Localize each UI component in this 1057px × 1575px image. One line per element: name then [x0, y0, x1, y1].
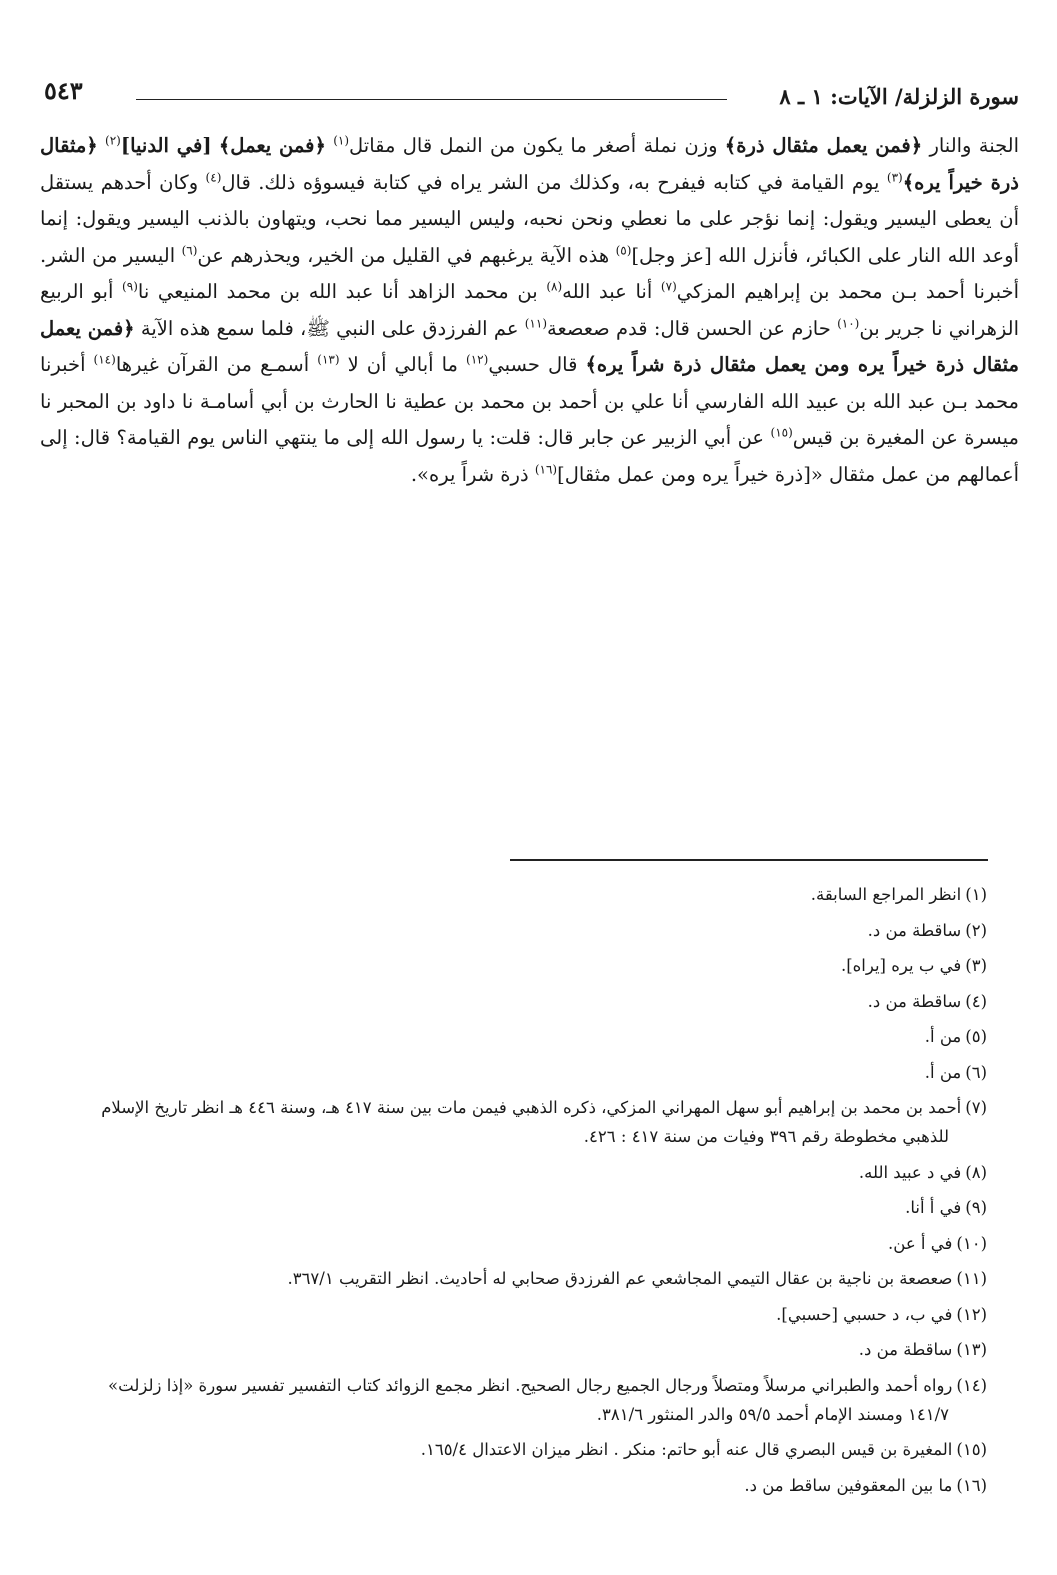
footnote: [28, 1193, 987, 1222]
footnote-text: في ب، د حسبي [حسبي].: [776, 1304, 953, 1324]
footnote-separator: [510, 859, 988, 861]
footnote-number: (٧): [965, 1098, 987, 1117]
footnote-number: (١٣): [956, 1340, 987, 1359]
footnote-text-continued: ١٤١/٧ ومسند الإمام أحمد ٥٩/٥ والدر المنثور ٣٨١/٦.: [596, 1404, 949, 1424]
footnote: [28, 1371, 987, 1429]
footnote: [28, 1335, 987, 1364]
footnote-text: في أ أنا.: [905, 1198, 962, 1217]
footnote-ref: (١٥): [770, 425, 793, 440]
footnote-text: من أ.: [924, 1027, 962, 1046]
footnote-number: (٣): [965, 956, 987, 975]
footnote-ref: (٨): [546, 279, 563, 294]
footnote: [28, 1158, 987, 1187]
footnote-text: في أ عن.: [888, 1233, 953, 1253]
footnote-ref: (٧): [660, 279, 677, 294]
page-number: ٥٤٣: [44, 76, 83, 105]
main-text: [40, 128, 1019, 493]
footnote-number: (١٠): [956, 1233, 987, 1253]
footnote-text: صعصعة بن ناجية بن عقال التيمي المجاشعي عم الفرزدق صحابي له أحاديث. انظر التقريب ٣٦٧/١.: [287, 1269, 953, 1288]
footnote-text-continued: للذهبي مخطوطة رقم ٣٩٦ وفيات من سنة ٤١٧ : ٤٢٦.: [583, 1127, 949, 1146]
footnote: [28, 880, 987, 909]
footnote-text: ساقطة من د.: [867, 920, 962, 940]
footnote: [28, 987, 987, 1016]
footnote-ref: (٩): [122, 279, 138, 294]
footnote-ref: (٣): [886, 170, 903, 184]
quran-quote: ﴿فمن يعمل﴾: [218, 134, 326, 157]
footnote-text: انظر المراجع السابقة.: [810, 885, 962, 904]
running-title: سورة الزلزلة/ الآيات: ١ ـ ٨: [779, 84, 1019, 109]
footnote-number: (٢): [965, 920, 987, 940]
footnote: [28, 1229, 987, 1258]
footnote-text: في د عبيد الله.: [858, 1162, 962, 1182]
footnote: [28, 1022, 987, 1051]
footnote-ref: (١٤): [93, 352, 116, 367]
quran-quote: ﴿مثقال ذرة خيراً يره﴾: [40, 134, 1019, 194]
quran-quote: ﴿فمن يعمل مثقال ذرة خيراً يره ومن يعمل مثقال ذرة شراً يره﴾: [40, 316, 1019, 376]
footnote-ref: (١٠): [837, 316, 860, 330]
footnote-number: (١٤): [956, 1375, 987, 1395]
footnote-number: (٤): [965, 991, 987, 1011]
footnote: [28, 1300, 987, 1329]
footnote-number: (١): [965, 885, 987, 904]
footnote: [28, 951, 987, 980]
footnote-ref: (٤): [205, 170, 222, 184]
footnote-number: (١٦): [956, 1475, 987, 1495]
footnote-number: (٩): [965, 1198, 987, 1217]
footnote-text: ساقطة من د.: [858, 1340, 953, 1359]
footnote-ref: (١٦): [534, 462, 558, 476]
footnote-ref: (٢): [105, 133, 121, 148]
footnote: [28, 1093, 987, 1151]
footnote-number: (١١): [956, 1269, 987, 1288]
footnote-text: ساقطة من د.: [867, 991, 962, 1011]
footnote-text: ما بين المعقوفين ساقط من د.: [744, 1475, 953, 1495]
footnote-number: (١٢): [956, 1304, 987, 1324]
footnote: [28, 1471, 987, 1500]
page-header: [38, 78, 1019, 110]
footnote-number: (٦): [965, 1062, 987, 1082]
footnote-ref: (١٣): [317, 352, 340, 367]
footnote-text: من أ.: [924, 1062, 962, 1082]
header-rule: [136, 99, 727, 100]
footnote-number: (٥): [965, 1027, 987, 1046]
footnote: [28, 1264, 987, 1293]
footnote-text: في ب يره [يراه].: [840, 956, 962, 975]
footnote-ref: (٦): [181, 243, 198, 257]
footnote-number: (١٥): [956, 1440, 987, 1459]
body-paragraph: الجنة والنار ﴿فمن يعمل مثقال ذرة﴾ وزن نملة أصغر ما يكون من النمل قال مقاتل$^{(١)}$ ﴿فمن يعمل﴾ [في الدنيا]$^{(٢)}$ ﴿مثقال ذرة خيراً يره﴾$^{(٣)}$ يوم القيامة في كتابه فيفرح به، وكذلك من الشر يراه في كتابة فيسوؤه ذلك. قال$^{(٤)}$ وكان أحدهم يستقل أن يعطى اليسير ويقول: إنما نؤجر على ما نعطي ونحن نحبه، وليس اليسير مما نحب، ويتهاون بالذنب اليسير ويقول: إنما أوعد الله النار على الكبائر، فأنزل الله [عز وجل]$^{(٥)}$ هذه الآية يرغبهم في القليل من الخير، ويحذرهم عن$^{(٦)}$ اليسير من الشر. أخبرنا أحمد بـن محمد بن إبراهيم المزكي$^{(٧)}$ أنا عبد الله$^{(٨)}$ بن محمد الزاهد أنا عبد الله بن محمد المنيعي نا$^{(٩)}$ أبو الربيع الزهراني نا جرير بن$^{(١٠)}$ حازم عن الحسن قال: قدم صعصعة$^{(١١)}$ عم الفرزدق على النبي ﷺ، فلما سمع هذه الآية ﴿فمن يعمل مثقال ذرة خيراً يره ومن يعمل مثقال ذرة شراً يره﴾ قال حسبي$^{(١٢)}$ ما أبالي أن لا $^{(١٣)}$ أسمـع من القرآن غيرها$^{(١٤)}$ أخبرنا محمد بـن عبد الله بن عبيد الله الفارسي أنا علي بن أحمد بن محمد بن عطية نا الحارث بن أبي أسامـة نا داود بن المحبر نا ميسرة عن المغيرة بن قيس$^{(١٥)}$ عن أبي الزبير عن جابر قال: قلت: يا رسول الله إلى ما ينتهي الناس يوم القيامة؟ قال: إلى أعمالهم من عمل مثقال «[ذرة خيراً يره ومن عمل مثقال]$^{(١٦)}$ ذرة شراً يره».: [40, 133, 1020, 486]
footnotes-section: [28, 880, 987, 1506]
footnote-text: رواه أحمد والطبراني مرسلاً ومتصلاً ورجال الجميع رجال الصحيح. انظر مجمع الزوائد كتاب التفسير تفسير سورة «إذا زلزلت»: [108, 1375, 953, 1395]
footnote-text: أحمد بن محمد بن إبراهيم أبو سهل المهراني المزكي، ذكره الذهبي فيمن مات بين سنة ٤١٧ هـ، وسنة ٤٤٦ هـ انظر تاريخ الإسلام: [101, 1098, 962, 1117]
footnote: [28, 916, 987, 945]
footnote: [28, 1435, 987, 1464]
footnote-number: (٨): [965, 1162, 987, 1182]
footnote-text: المغيرة بن قيس البصري قال عنه أبو حاتم: منكر . انظر ميزان الاعتدال ١٦٥/٤.: [420, 1440, 953, 1459]
footnote: [28, 1058, 987, 1087]
footnote-ref: (١٢): [466, 352, 489, 367]
footnote-ref: (١١): [524, 316, 547, 330]
footnote-ref: (٥): [615, 243, 632, 257]
quran-quote: ﴿فمن يعمل مثقال ذرة﴾: [724, 134, 923, 157]
footnote-ref: (١): [333, 133, 350, 148]
